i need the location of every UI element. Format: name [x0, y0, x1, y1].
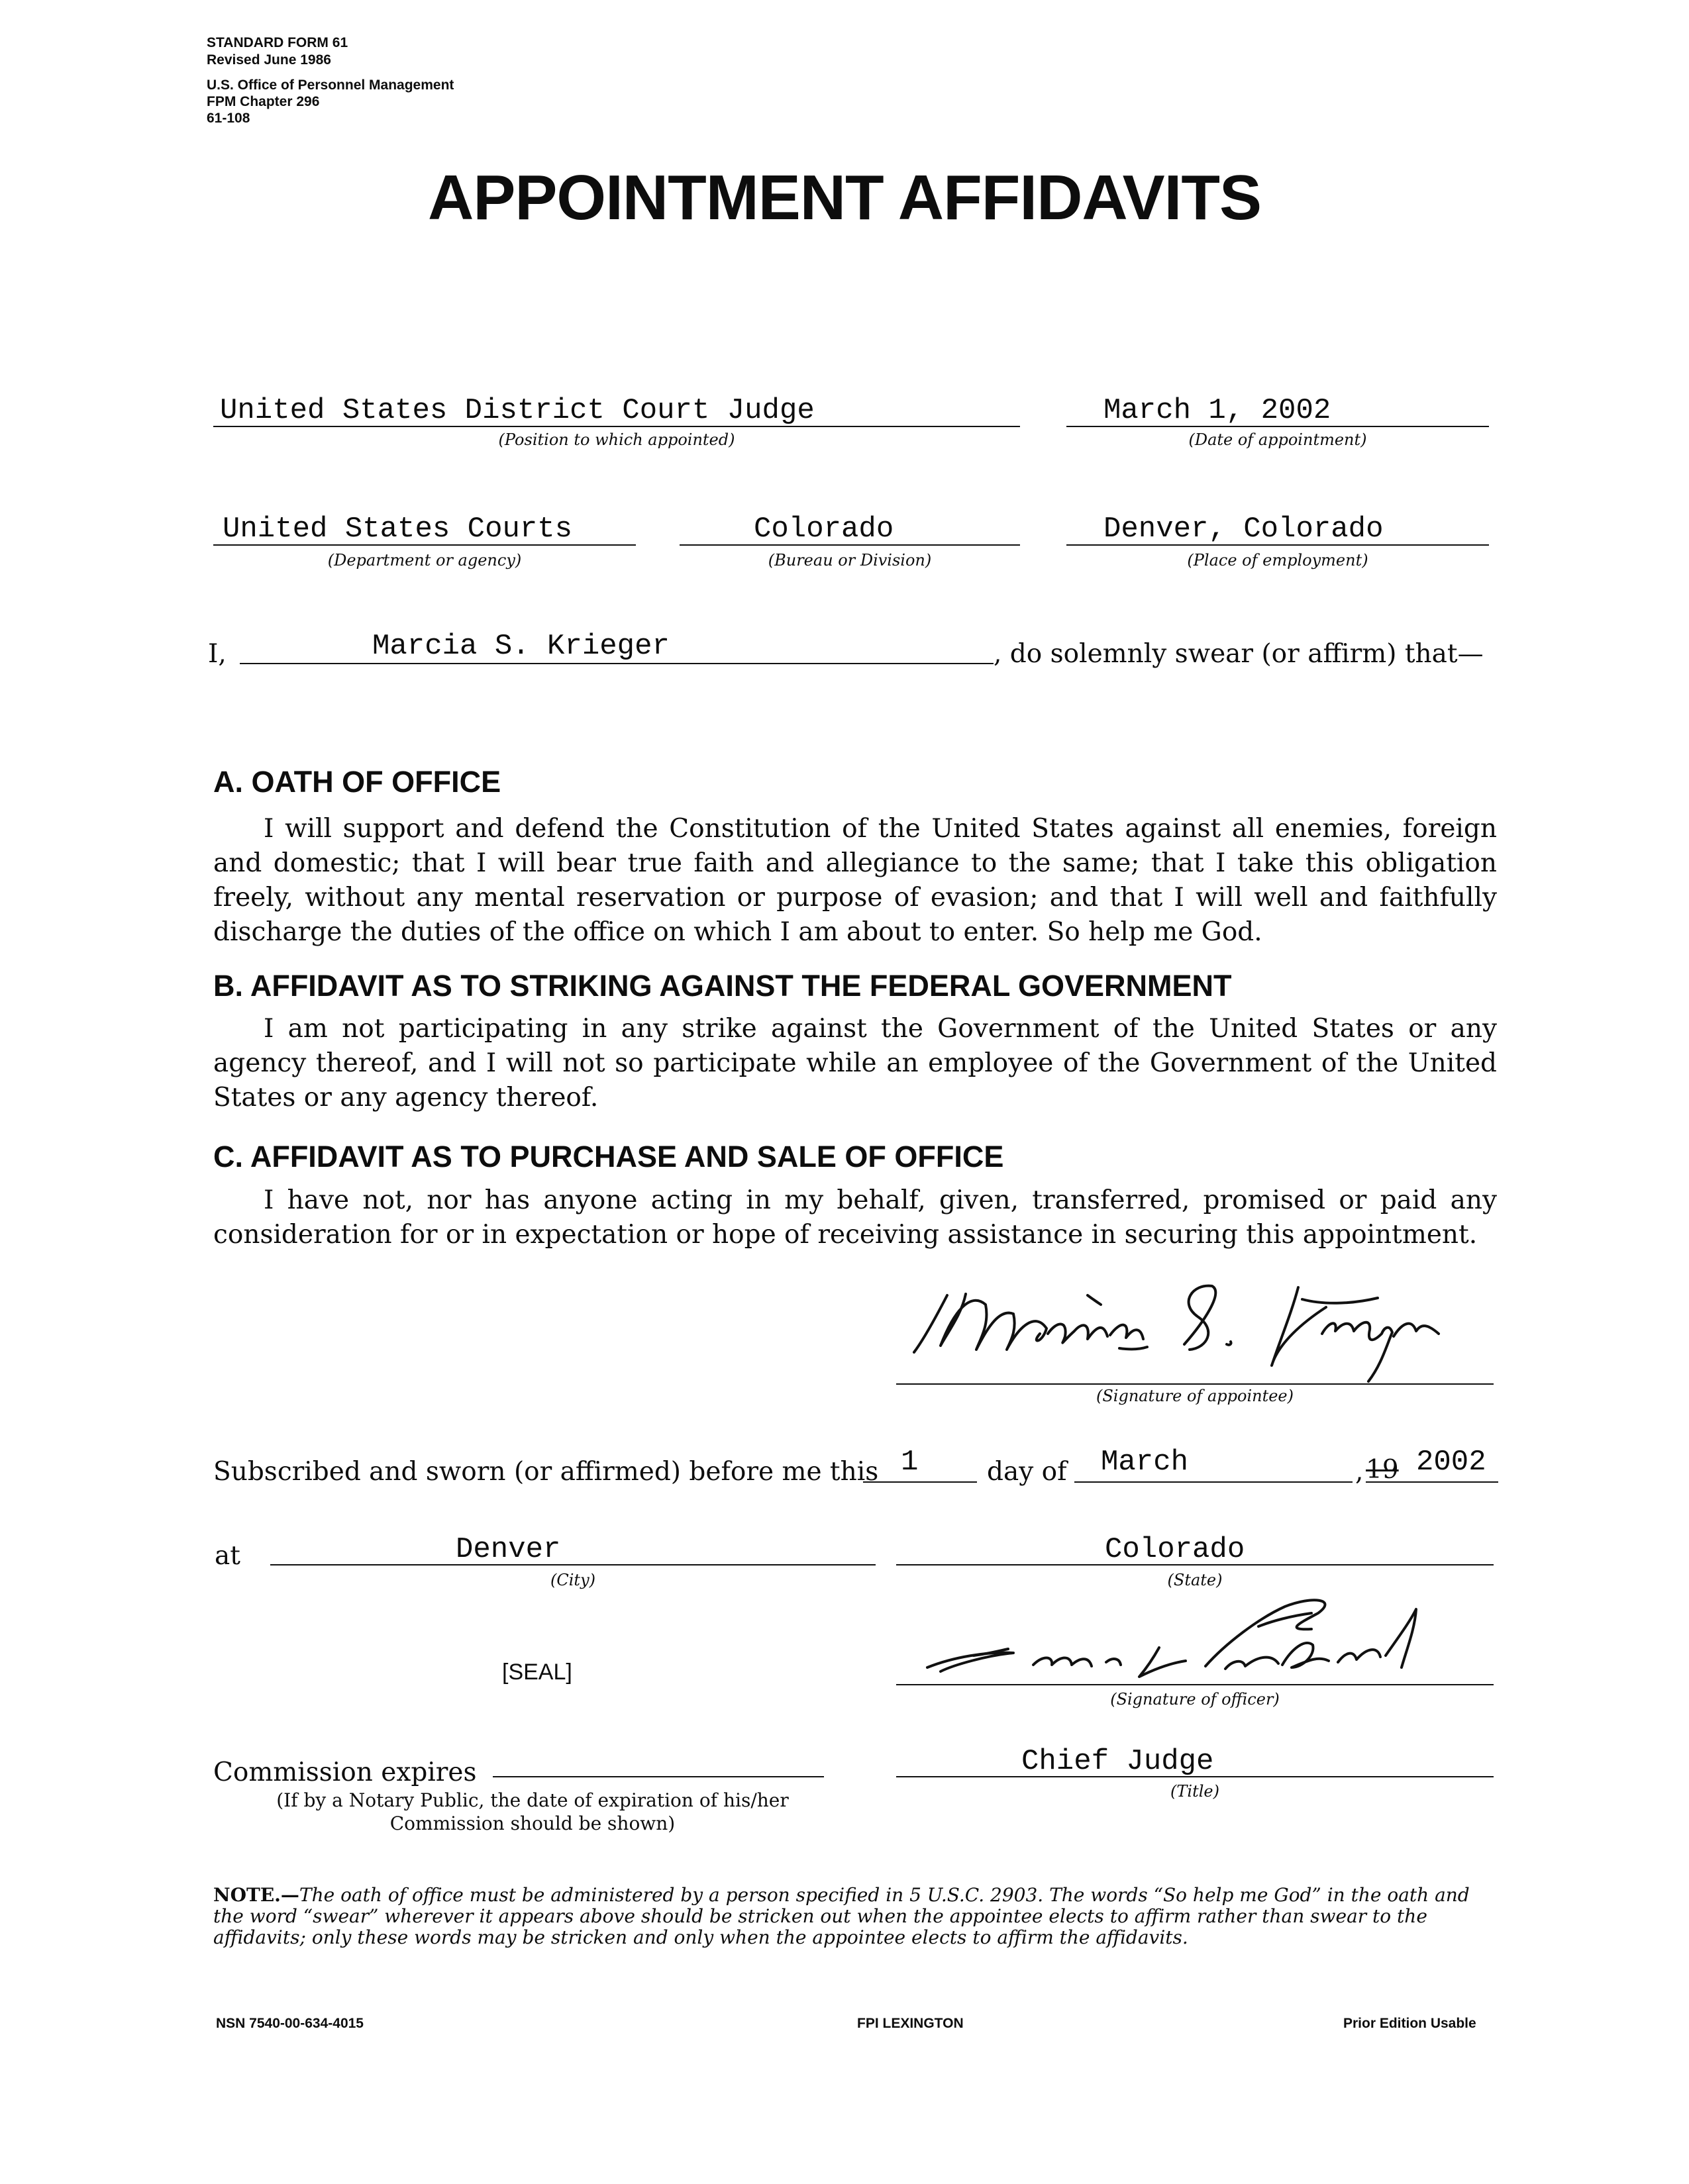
- sworn-century: [1366, 1457, 1399, 1483]
- city-line: [270, 1564, 876, 1565]
- sworn-year-line: [1366, 1481, 1498, 1483]
- note: [213, 1885, 1497, 1948]
- note-text: The oath of office must be administered by a person specified in 5 U.S.C. 2903. The words “So help me God” in the oath and the word “swear” wherever it appears above should be stricken out when the appointee elects to affirm rather than swear to the affidavits; only these words may be stricken and only when the appointee elects to affirm the affidavits.: [213, 1884, 1470, 1948]
- bureau-line: [680, 544, 1020, 546]
- appointee-signature-caption: (Signature of appointee): [1096, 1387, 1294, 1405]
- section-b-heading: B. AFFIDAVIT AS TO STRIKING AGAINST THE FEDERAL GOVERNMENT: [213, 969, 1232, 1003]
- section-b-text: I am not participating in any strike against the Government of the United States or any agency thereof, and I will not so participate while an employee of the Government of the United States or any agency thereof.: [213, 1014, 1497, 1113]
- date-of-appointment-value[interactable]: March 1, 2002: [1103, 394, 1331, 427]
- place-of-employment-value[interactable]: Denver, Colorado: [1103, 513, 1384, 546]
- section-c-heading: C. AFFIDAVIT AS TO PURCHASE AND SALE OF OFFICE: [213, 1140, 1004, 1173]
- form-revised: Revised June 1986: [207, 52, 331, 68]
- sworn-month-line: [1074, 1481, 1353, 1483]
- commission-help: (If by a Notary Public, the date of expiration of his/her Commission should be shown): [276, 1789, 789, 1834]
- position-value[interactable]: United States District Court Judge: [220, 394, 815, 427]
- officer-title-caption: (Title): [1170, 1782, 1219, 1801]
- city-caption: (City): [550, 1571, 595, 1589]
- commission-label: Commission expires: [213, 1758, 477, 1787]
- form-agency: U.S. Office of Personnel Management: [207, 77, 454, 93]
- commission-line: [493, 1776, 824, 1777]
- footer-printer: FPI LEXINGTON: [857, 2016, 964, 2031]
- officer-signature-line: [896, 1684, 1494, 1685]
- form-chapter: FPM Chapter 296: [207, 94, 320, 109]
- sworn-comma: ,: [1355, 1457, 1364, 1487]
- section-c-text: I have not, nor has anyone acting in my behalf, given, transferred, promised or paid any consideration for or in expectation or hope of receiving assistance in securing this appointment.: [213, 1185, 1497, 1250]
- appointee-name-value[interactable]: Marcia S. Krieger: [372, 630, 670, 663]
- department-line: [213, 544, 636, 546]
- sworn-century-struck: 19: [1366, 1455, 1399, 1485]
- place-of-employment-caption: (Place of employment): [1187, 551, 1368, 570]
- page-title: APPOINTMENT AFFIDAVITS: [428, 162, 1261, 233]
- sworn-month-value[interactable]: March: [1101, 1446, 1189, 1479]
- section-a-text: I will support and defend the Constitution of the United States against all enemies, foreign and domestic; that I will bear true faith and allegiance to the same; that I take this obligation freely, without any mental reservation or purpose of evasion; and that I will well and faithfully discharge the duties of the office on which I am about to enter. So help me God.: [213, 814, 1497, 947]
- oath-suffix: , do solemnly swear (or affirm) that—: [994, 639, 1484, 669]
- appointee-signature: [901, 1265, 1523, 1397]
- city-value[interactable]: Denver: [456, 1533, 561, 1566]
- date-of-appointment-line: [1066, 426, 1489, 427]
- officer-title-value[interactable]: Chief Judge: [1021, 1745, 1214, 1778]
- form-code: 61-108: [207, 111, 250, 126]
- sworn-day-of: day of: [987, 1457, 1067, 1487]
- seal-label: [SEAL]: [502, 1660, 572, 1685]
- officer-title-line: [896, 1776, 1494, 1777]
- state-value[interactable]: Colorado: [1105, 1533, 1245, 1566]
- sworn-year-value[interactable]: 2002: [1416, 1446, 1486, 1479]
- note-lead: NOTE.—: [213, 1884, 299, 1906]
- oath-prefix: I,: [208, 639, 227, 669]
- sworn-day-value[interactable]: 1: [901, 1446, 919, 1479]
- form-number: STANDARD FORM 61: [207, 35, 348, 50]
- place-of-employment-line: [1066, 544, 1489, 546]
- date-of-appointment-caption: (Date of appointment): [1188, 430, 1367, 449]
- footer-nsn: NSN 7540-00-634-4015: [216, 2016, 364, 2031]
- footer-edition: Prior Edition Usable: [1343, 2016, 1476, 2031]
- bureau-value[interactable]: Colorado: [754, 513, 894, 546]
- position-line: [213, 426, 1020, 427]
- appointee-signature-line: [896, 1383, 1494, 1385]
- at-label: at: [215, 1541, 240, 1571]
- section-a-heading: A. OATH OF OFFICE: [213, 765, 501, 799]
- sworn-lead: Subscribed and sworn (or affirmed) before me this: [213, 1457, 879, 1487]
- sworn-day-line: [863, 1481, 977, 1483]
- appointee-name-line: [240, 663, 994, 664]
- state-caption: (State): [1167, 1571, 1223, 1589]
- bureau-caption: (Bureau or Division): [768, 551, 932, 570]
- position-caption: (Position to which appointed): [498, 430, 735, 449]
- department-value[interactable]: United States Courts: [223, 513, 573, 546]
- officer-signature-caption: (Signature of officer): [1110, 1690, 1280, 1709]
- department-caption: (Department or agency): [327, 551, 522, 570]
- state-line: [896, 1564, 1494, 1565]
